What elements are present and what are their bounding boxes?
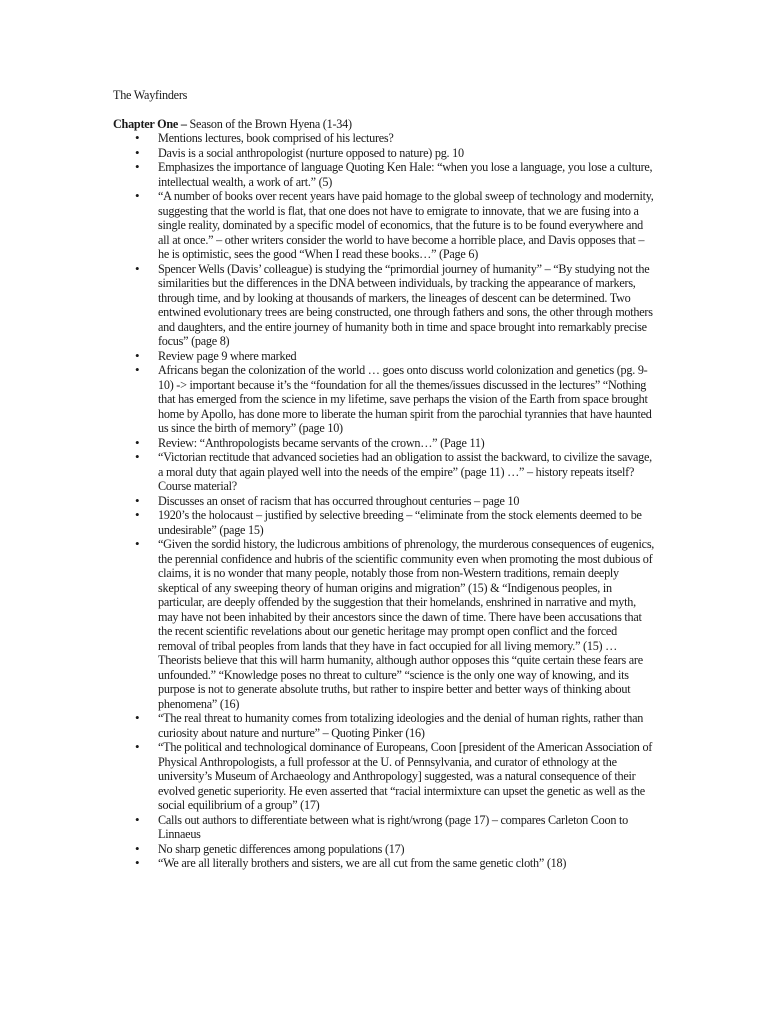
document-page	[113, 88, 657, 871]
chapter-subtitle: Season of the Brown Hyena (1-34)	[189, 116, 352, 131]
list-item: • Calls out authors to differentiate between what is right/wrong (page 17) – compares Carleton Coon to Linnaeus	[113, 813, 657, 842]
list-item: • Africans began the colonization of the world … goes onto discuss world colonization and genetics (pg. 9-10) -> important because it’s the “foundation for all the themes/issues discussed in the lectures” “Nothing that has emerged from the science in my lifetime, save perhaps the vision of the Earth from space brought home by Apollo, has done more to liberate the human spirit from the parochial tyrannies that have haunted us since the birth of memory” (page 10)	[113, 363, 657, 436]
list-item: • Review: “Anthropologists became servants of the crown…” (Page 11)	[113, 436, 657, 451]
list-item: • Mentions lectures, book comprised of his lectures?	[113, 131, 657, 146]
list-item: • Emphasizes the importance of language Quoting Ken Hale: “when you lose a language, you lose a culture, intellectual wealth, a work of art.” (5)	[113, 160, 657, 189]
list-item: • Spencer Wells (Davis’ colleague) is studying the “primordial journey of humanity” – “By studying not the similarities but the differences in the DNA between individuals, by tracking the appearance of markers, through time, and by looking at thousands of markers, the lineages of descent can be determined. Two entwined evolutionary trees are being constructed, one through fathers and sons, the other through mothers and daughters, and the entire journey of humanity both in time and space brought into remarkably precise focus” (page 8)	[113, 262, 657, 349]
chapter-separator: –	[178, 116, 190, 131]
chapter-heading	[113, 117, 657, 132]
list-item: • “Victorian rectitude that advanced societies had an obligation to assist the backward, to civilize the savage, a moral duty that again played well into the needs of the empire” (page 11) …” – history repeats itself? Course material?	[113, 450, 657, 494]
list-item: • “The real threat to humanity comes from totalizing ideologies and the denial of human rights, rather than curiosity about nature and nurture” – Quoting Pinker (16)	[113, 711, 657, 740]
document-title: The Wayfinders	[113, 88, 188, 102]
list-item: • Discusses an onset of racism that has occurred throughout centuries – page 10	[113, 494, 657, 509]
list-item: • “Given the sordid history, the ludicrous ambitions of phrenology, the murderous consequences of eugenics, the perennial confidence and hubris of the scientific community even when promoting the most dubious of claims, it is no wonder that many people, notably those from non-Western traditions, remain deeply skeptical of any sweeping theory of human origins and migration” (15) & “Indigenous peoples, in particular, are deeply offended by the suggestion that their homelands, enshrined in narrative and myth, may have not been inhabited by their ancestors since the dawn of time. There have been accusations that the recent scientific revelations about our genetic heritage may prompt open conflict and the forced removal of tribal peoples from lands that they have in fact occupied for all living memory.” (15) … Theorists believe that this will harm humanity, although author opposes this “quite certain these fears are unfounded.” “Knowledge poses no threat to culture” “science is the only one way of knowing, and its purpose is not to generate absolute truths, but rather to inspire better and better ways of thinking about phenomena” (16)	[113, 537, 657, 711]
list-item: • Davis is a social anthropologist (nurture opposed to nature) pg. 10	[113, 146, 657, 161]
list-item: • “We are all literally brothers and sisters, we are all cut from the same genetic cloth” (18)	[113, 856, 657, 871]
notes-list	[113, 131, 657, 871]
list-item: • Review page 9 where marked	[113, 349, 657, 364]
list-item: • No sharp genetic differences among populations (17)	[113, 842, 657, 857]
list-item: • 1920’s the holocaust – justified by selective breeding – “eliminate from the stock elements deemed to be undesirable” (page 15)	[113, 508, 657, 537]
chapter-label: Chapter One	[113, 116, 179, 131]
list-item: • “A number of books over recent years have paid homage to the global sweep of technology and modernity, suggesting that the world is flat, that one does not have to emigrate to innovate, that we are fusing into a single reality, dominated by a specific model of economics, that the future is to be found everywhere and all at once.” – other writers consider the world to have become a horrible place, and Davis opposes that – he is optimistic, sees the good “When I read these books…” (Page 6)	[113, 189, 657, 262]
list-item: • “The political and technological dominance of Europeans, Coon [president of the American Association of Physical Anthropologists, a full professor at the U. of Pennsylvania, and curator of ethnology at the university’s Museum of Archaeology and Anthropology] suggested, was a natural consequence of their evolved genetic superiority. He even asserted that “racial intermixture can upset the genetic as well as the social equilibrium of a group” (17)	[113, 740, 657, 813]
